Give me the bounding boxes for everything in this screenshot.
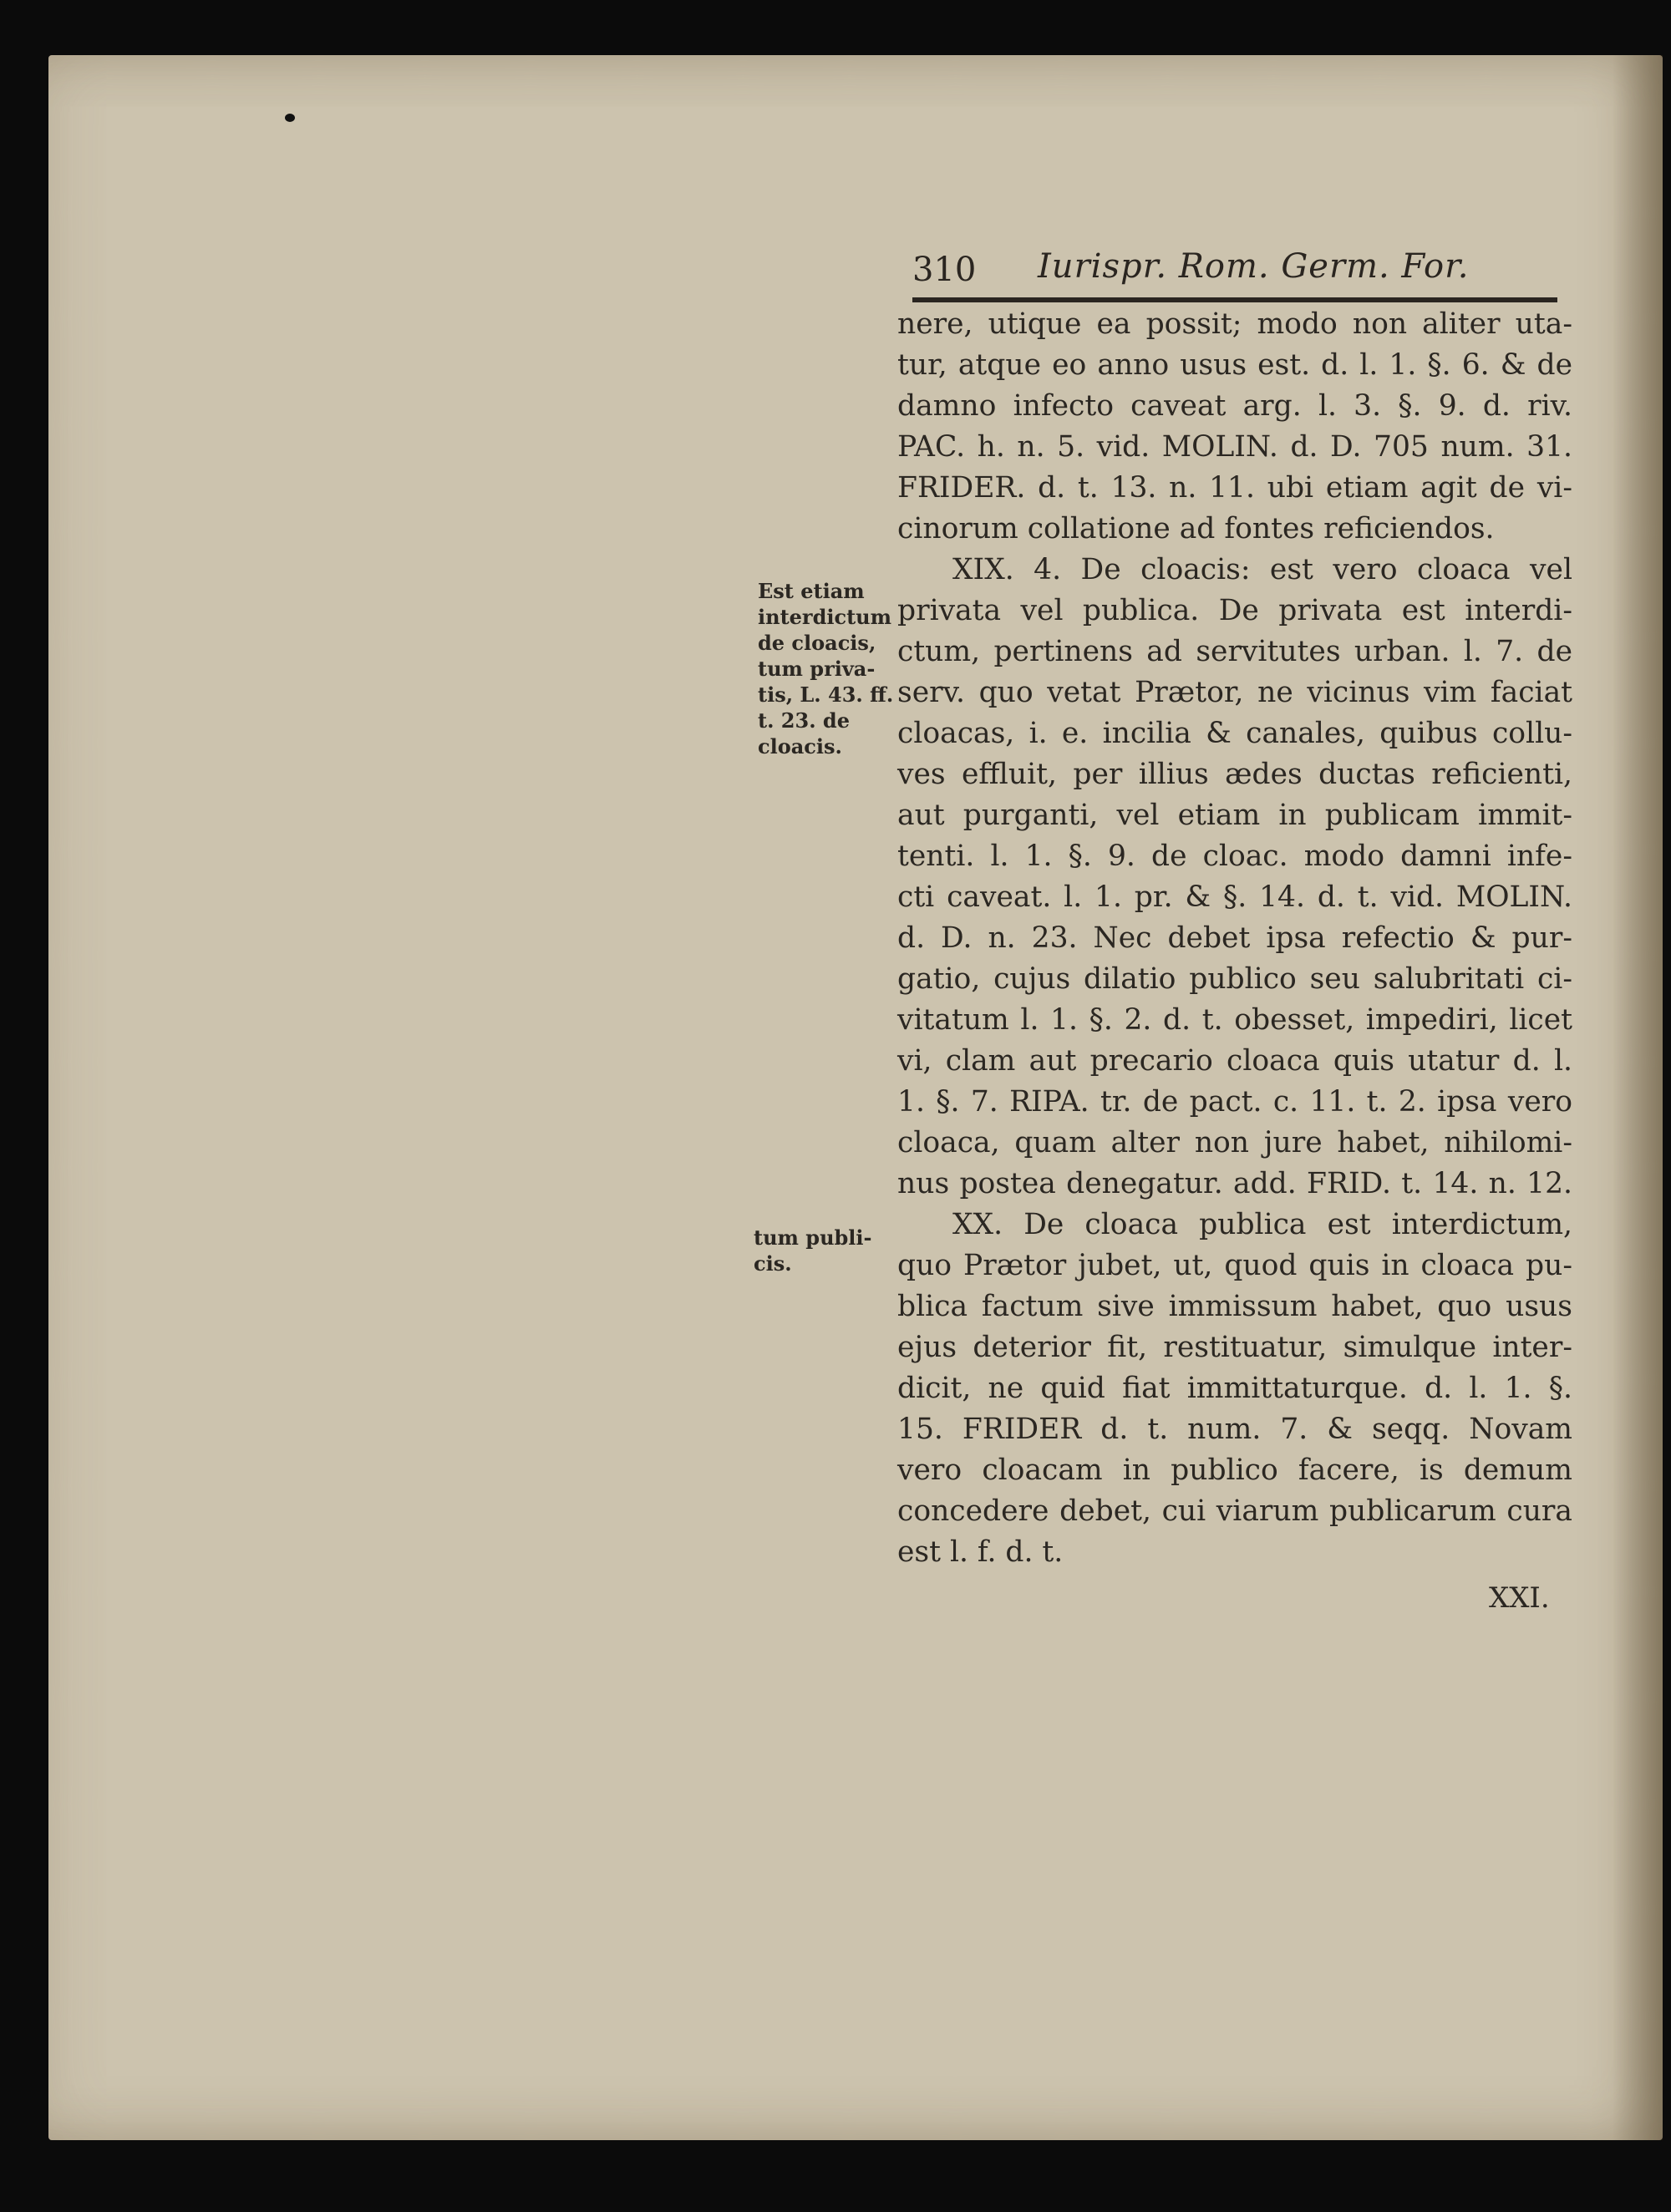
- margin-note-private: [758, 578, 908, 759]
- text-line: cloacas, i. e. incilia & canales, quibus collu-: [897, 717, 1572, 750]
- text-line: blica factum sive immissum habet, quo usus: [897, 1290, 1572, 1323]
- catchword: XXI.: [1489, 1581, 1550, 1615]
- margin-note-public: [754, 1225, 904, 1276]
- margin-note-line: interdictum: [758, 605, 892, 629]
- text-line: vi, clam aut precario cloaca quis utatur d. l.: [897, 1044, 1572, 1078]
- text-line: est l. f. d. t.: [897, 1535, 1064, 1569]
- text-line: ctum, pertinens ad servitutes urban. l. 7. de: [897, 635, 1572, 668]
- margin-note-line: de cloacis,: [758, 631, 876, 655]
- text-line: vitatum l. 1. §. 2. d. t. obesset, impediri, licet: [897, 1003, 1572, 1037]
- text-line: ves effluit, per illius ædes ductas reficienti,: [897, 758, 1572, 791]
- text-line: PAC. h. n. 5. vid. MOLIN. d. D. 705 num. 31.: [897, 430, 1572, 464]
- header-rule: [912, 297, 1557, 302]
- text-line: 1. §. 7. RIPA. tr. de pact. c. 11. t. 2. ipsa vero: [897, 1085, 1572, 1119]
- text-line: concedere debet, cui viarum publicarum cura: [897, 1494, 1572, 1528]
- text-line: aut purganti, vel etiam in publicam immit-: [897, 799, 1572, 832]
- text-line: cloaca, quam alter non jure habet, nihilomi-: [897, 1126, 1572, 1159]
- text-line: d. D. n. 23. Nec debet ipsa refectio & pur-: [897, 921, 1572, 955]
- text-line: cti caveat. l. 1. pr. & §. 14. d. t. vid. MOLIN.: [897, 880, 1572, 914]
- running-title: Iurispr. Rom. Germ. For.: [1038, 247, 1470, 286]
- page-header: [912, 247, 1572, 297]
- text-line: dicit, ne quid fiat immittaturque. d. l. 1. §.: [897, 1372, 1572, 1405]
- text-line: FRIDER. d. t. 13. n. 11. ubi etiam agit de vi-: [897, 471, 1572, 505]
- text-line: ejus deterior fit, restituatur, simulque inter-: [897, 1331, 1572, 1364]
- text-line: tenti. l. 1. §. 9. de cloac. modo damni infe-: [897, 840, 1572, 873]
- text-line: XX. De cloaca publica est interdictum,: [952, 1208, 1572, 1241]
- margin-note-line: t. 23. de: [758, 708, 850, 733]
- margin-note-line: tum publi-: [754, 1225, 872, 1250]
- ink-speck: [285, 114, 295, 122]
- margin-note-line: cis.: [754, 1251, 792, 1276]
- text-line: nus postea denegatur. add. FRID. t. 14. n. 12.: [897, 1167, 1572, 1200]
- margin-note-line: tum priva-: [758, 657, 876, 681]
- margin-note-line: cloacis.: [758, 734, 842, 758]
- page-number: 310: [912, 251, 977, 289]
- text-line: privata vel publica. De privata est interdi-: [897, 594, 1572, 627]
- body-text: [897, 304, 1572, 1573]
- text-line: gatio, cujus dilatio publico seu salubritati ci-: [897, 962, 1572, 996]
- margin-note-line: tis, L. 43. ff.: [758, 682, 894, 707]
- text-line: cinorum collatione ad fontes reficiendos.: [897, 512, 1495, 545]
- text-line: vero cloacam in publico facere, is demum: [897, 1454, 1572, 1487]
- text-line: quo Prætor jubet, ut, quod quis in cloaca pu-: [897, 1249, 1572, 1282]
- text-line: nere, utique ea possit; modo non aliter uta-: [897, 307, 1572, 341]
- text-line: serv. quo vetat Prætor, ne vicinus vim faciat: [897, 676, 1572, 709]
- text-line: damno infecto caveat arg. l. 3. §. 9. d. riv.: [897, 389, 1572, 423]
- margin-note-line: Est etiam: [758, 579, 865, 603]
- text-line: tur, atque eo anno usus est. d. l. 1. §. 6. & de: [897, 348, 1572, 382]
- text-line: XIX. 4. De cloacis: est vero cloaca vel: [952, 553, 1572, 586]
- text-line: 15. FRIDER d. t. num. 7. & seqq. Novam: [897, 1413, 1572, 1446]
